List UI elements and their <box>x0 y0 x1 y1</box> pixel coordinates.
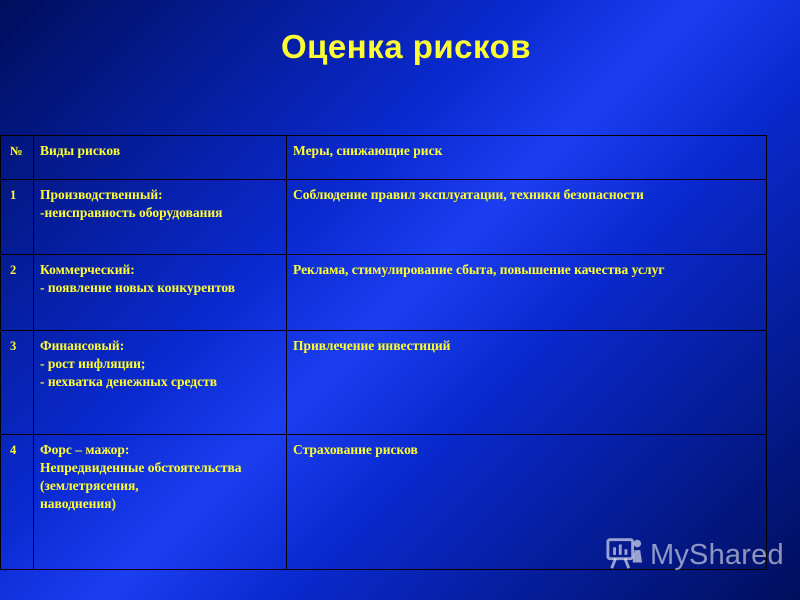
risk-type-line: - рост инфляции; <box>40 356 146 371</box>
risk-measure-cell: Страхование рисков <box>287 435 767 570</box>
risk-measure-cell: Реклама, стимулирование сбыта, повышение качества услуг <box>287 255 767 331</box>
table-row <box>1 255 767 331</box>
row-number: 1 <box>1 180 34 255</box>
risk-type-line: Непредвиденные обстоятельства <box>40 460 242 475</box>
risk-type-line: - нехватка денежных средств <box>40 374 218 389</box>
risk-measure-cell: Привлечение инвестиций <box>287 331 767 435</box>
risk-type-line: -неисправность оборудования <box>40 205 223 220</box>
table-header-row <box>1 136 767 180</box>
risk-assessment-table <box>0 135 767 570</box>
risk-type-cell <box>34 255 287 331</box>
table-row <box>1 180 767 255</box>
risk-type-line: Финансовый: <box>40 338 125 353</box>
row-number: 2 <box>1 255 34 331</box>
risk-measure-cell: Соблюдение правил эксплуатации, техники безопасности <box>287 180 767 255</box>
table-row <box>1 331 767 435</box>
risk-type-line: Форс – мажор: <box>40 442 130 457</box>
watermark-text: MyShared <box>650 538 784 571</box>
risk-type-cell <box>34 180 287 255</box>
risk-type-line: - появление новых конкурентов <box>40 280 236 295</box>
header-number: № <box>1 136 34 180</box>
row-number: 4 <box>1 435 34 570</box>
risk-type-line: (землетрясения, <box>40 478 139 493</box>
risk-type-line: Коммерческий: <box>40 262 135 277</box>
risk-type-line: наводнения) <box>40 496 117 511</box>
row-number: 3 <box>1 331 34 435</box>
header-risk-measures: Меры, снижающие риск <box>287 136 767 180</box>
watermark <box>606 533 786 577</box>
risk-type-cell <box>34 331 287 435</box>
presentation-board-icon <box>606 534 644 577</box>
risk-type-cell <box>34 435 287 570</box>
risk-type-line: Производственный: <box>40 187 163 202</box>
header-risk-types: Виды рисков <box>34 136 287 180</box>
slide-title: Оценка рисков <box>280 28 532 65</box>
